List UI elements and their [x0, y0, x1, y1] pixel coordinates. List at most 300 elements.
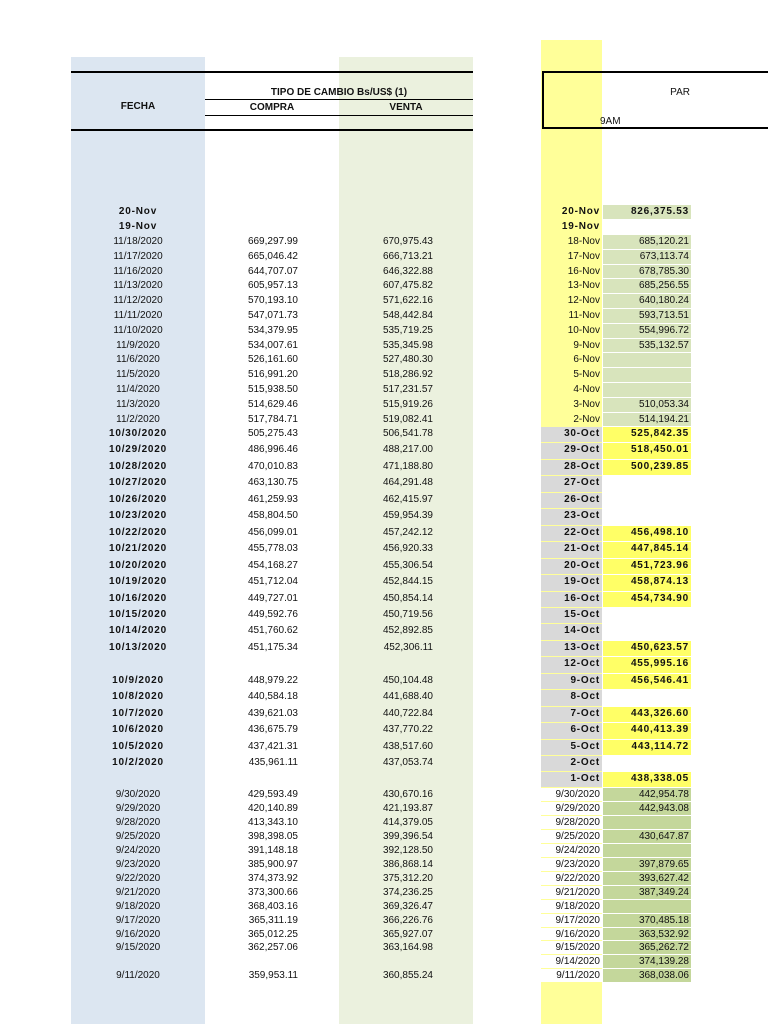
- par-value-cell: 500,239.85: [603, 460, 691, 475]
- fecha-cell: 11/13/2020: [113, 280, 163, 291]
- venta-header: VENTA: [389, 102, 423, 113]
- par-date-cell: 3-Nov: [573, 399, 600, 410]
- venta-cell: 666,713.21: [382, 251, 433, 262]
- par-date-cell: 9/18/2020: [541, 900, 602, 913]
- par-date-cell: 9-Nov: [573, 340, 600, 351]
- venta-cell: 375,312.20: [382, 873, 433, 884]
- compra-cell: 437,421.31: [247, 741, 298, 752]
- venta-cell: 437,770.22: [382, 724, 433, 735]
- par-date-cell: 9/29/2020: [541, 802, 602, 815]
- compra-cell: 420,140.89: [247, 803, 298, 814]
- table-row: [0, 914, 768, 929]
- par-date-cell: 9/24/2020: [541, 844, 602, 857]
- par-date-cell: 7-Oct: [541, 707, 602, 722]
- par-value-cell: 554,996.72: [603, 324, 691, 338]
- par-date-cell: 23-Oct: [541, 509, 602, 525]
- table-row: [0, 900, 768, 915]
- table-row: [0, 674, 768, 689]
- fecha-cell: 10/26/2020: [108, 494, 168, 505]
- compra-cell: 449,592.76: [247, 609, 298, 620]
- fecha-cell: 10/30/2020: [108, 428, 168, 439]
- par-date-cell: 11-Nov: [568, 310, 600, 321]
- fecha-cell: [71, 657, 205, 671]
- fecha-cell: 10/23/2020: [108, 510, 168, 521]
- par-date-cell: 16-Oct: [541, 592, 602, 607]
- venta-cell: 517,231.57: [382, 384, 433, 395]
- par-value-cell: 454,734.90: [603, 592, 691, 607]
- venta-cell: 421,193.87: [382, 803, 433, 814]
- table-row: [0, 816, 768, 831]
- fecha-cell: 10/21/2020: [108, 543, 168, 554]
- fecha-cell: 11/2/2020: [116, 414, 160, 425]
- table-row: [0, 339, 768, 354]
- fecha-cell: 10/28/2020: [108, 461, 168, 472]
- par-date-cell: 9/22/2020: [541, 872, 602, 885]
- venta-cell: 430,670.16: [382, 789, 433, 800]
- fecha-cell: 11/12/2020: [113, 295, 163, 306]
- compra-cell: 534,007.61: [247, 340, 298, 351]
- par-value-cell: 685,120.21: [603, 235, 691, 249]
- fecha-cell: 20-Nov: [118, 206, 158, 217]
- fecha-cell: 9/11/2020: [116, 970, 160, 981]
- compra-cell: [205, 772, 298, 786]
- compra-cell: [205, 955, 298, 969]
- fecha-cell: 10/7/2020: [112, 708, 164, 719]
- fecha-cell: 11/17/2020: [113, 251, 163, 262]
- table-row: [0, 858, 768, 873]
- compra-cell: 514,629.46: [247, 399, 298, 410]
- fecha-cell: 9/25/2020: [115, 831, 161, 842]
- fecha-cell: 9/18/2020: [115, 901, 161, 912]
- par-value-cell: [603, 493, 691, 508]
- par-value-cell: 442,943.08: [603, 802, 691, 815]
- table-row: [0, 872, 768, 887]
- table-row: [0, 353, 768, 368]
- compra-cell: 359,953.11: [248, 970, 298, 981]
- fecha-cell: 11/11/2020: [113, 310, 163, 321]
- table-row: [0, 493, 768, 508]
- compra-cell: 429,593.49: [247, 789, 298, 800]
- par-value-cell: 458,874.13: [603, 575, 691, 591]
- venta-cell: 457,242.12: [382, 527, 433, 538]
- table-row: [0, 624, 768, 639]
- table-row: [0, 398, 768, 413]
- table-row: [0, 265, 768, 280]
- par-value-cell: 370,485.18: [603, 914, 691, 927]
- venta-cell: 450,854.14: [382, 593, 433, 604]
- par-value-cell: 640,180.24: [603, 294, 691, 308]
- compra-cell: 439,621.03: [247, 708, 298, 719]
- compra-cell: 454,168.27: [247, 560, 298, 571]
- par-value-cell: 535,132.57: [603, 339, 691, 352]
- compra-cell: 449,727.01: [247, 593, 298, 604]
- table-row: [0, 844, 768, 859]
- par-value-cell: 510,053.34: [603, 398, 691, 412]
- table-row: [0, 368, 768, 383]
- venta-cell: 506,541.78: [382, 428, 433, 439]
- table-row: [0, 509, 768, 524]
- par-value-cell: [603, 900, 691, 913]
- fecha-cell: 11/5/2020: [116, 369, 160, 380]
- table-row: [0, 886, 768, 901]
- fecha-cell: 9/23/2020: [115, 859, 161, 870]
- par-value-cell: [603, 690, 691, 706]
- par-value-cell: 450,623.57: [603, 641, 691, 656]
- venta-cell: 450,104.48: [382, 675, 433, 686]
- compra-cell: 665,046.42: [247, 251, 298, 262]
- fecha-cell: 9/29/2020: [115, 803, 161, 814]
- compra-cell: 374,373.92: [247, 873, 298, 884]
- par-date-cell: 15-Oct: [541, 608, 602, 623]
- par-value-cell: 443,326.60: [603, 707, 691, 722]
- compra-cell: 456,099.01: [247, 527, 298, 538]
- table-row: [0, 575, 768, 590]
- par-date-cell: 9/21/2020: [541, 886, 602, 899]
- venta-cell: 515,919.26: [382, 399, 433, 410]
- venta-cell: 519,082.41: [382, 414, 433, 425]
- venta-cell: 369,326.47: [382, 901, 433, 912]
- compra-cell: 470,010.83: [247, 461, 298, 472]
- venta-cell: 535,719.25: [382, 325, 433, 336]
- fecha-cell: 10/9/2020: [112, 675, 164, 686]
- par-value-cell: [603, 476, 691, 492]
- table-row: [0, 608, 768, 623]
- venta-cell: 456,920.33: [382, 543, 433, 554]
- fecha-cell: 9/24/2020: [115, 845, 161, 856]
- par-value-cell: 442,954.78: [603, 788, 691, 801]
- par-value-cell: [603, 353, 691, 367]
- par-value-cell: 368,038.06: [603, 969, 691, 982]
- table-row: [0, 205, 768, 220]
- fecha-cell: 9/16/2020: [115, 929, 161, 940]
- venta-cell: 452,844.15: [382, 576, 433, 587]
- fecha-cell: 10/16/2020: [108, 593, 168, 604]
- fecha-cell: 11/6/2020: [116, 354, 160, 365]
- par-value-cell: 443,114.72: [603, 740, 691, 755]
- venta-cell: 365,927.07: [382, 929, 433, 940]
- par-date-cell: 9/28/2020: [541, 816, 602, 829]
- compra-cell: 368,403.16: [247, 901, 298, 912]
- venta-cell: 392,128.50: [382, 845, 433, 856]
- par-date-cell: 5-Nov: [573, 369, 600, 380]
- venta-cell: 455,306.54: [382, 560, 433, 571]
- table-row: [0, 443, 768, 458]
- table-row: [0, 413, 768, 428]
- table-row: [0, 641, 768, 656]
- table-row: [0, 250, 768, 265]
- table-row: [0, 756, 768, 771]
- par-date-cell: 9/14/2020: [541, 955, 602, 968]
- tipo-cambio-header: TIPO DE CAMBIO Bs/US$ (1): [270, 87, 408, 98]
- par-date-cell: 2-Oct: [541, 756, 602, 771]
- table-row: [0, 526, 768, 541]
- par-date-cell: 12-Oct: [541, 657, 602, 673]
- table-row: [0, 460, 768, 475]
- fecha-header: FECHA: [120, 101, 156, 112]
- fecha-cell: 10/5/2020: [112, 741, 164, 752]
- compra-cell: 547,071.73: [247, 310, 298, 321]
- fecha-cell: 11/3/2020: [116, 399, 160, 410]
- venta-cell: 464,291.48: [382, 477, 433, 488]
- compra-cell: 436,675.79: [247, 724, 298, 735]
- par-value-cell: 438,338.05: [603, 772, 691, 787]
- table-row: [0, 324, 768, 339]
- par-date-cell: 9-Oct: [541, 674, 602, 689]
- fecha-cell: 10/8/2020: [112, 691, 164, 702]
- fecha-cell: 11/9/2020: [116, 340, 160, 351]
- compra-cell: 435,961.11: [248, 757, 298, 768]
- compra-cell: 486,996.46: [247, 444, 298, 455]
- fecha-cell: 10/20/2020: [108, 560, 168, 571]
- par-value-cell: 455,995.16: [603, 657, 691, 673]
- fecha-cell: 19-Nov: [118, 221, 158, 232]
- table-row: [0, 690, 768, 705]
- venta-cell: 414,379.05: [382, 817, 433, 828]
- par-date-cell: 9/25/2020: [541, 830, 602, 843]
- table-row: [0, 427, 768, 442]
- compra-cell: [205, 205, 298, 219]
- par-value-cell: [603, 383, 691, 397]
- table-row: [0, 657, 768, 672]
- table-row: [0, 592, 768, 607]
- compra-cell: 385,900.97: [247, 859, 298, 870]
- compra-cell: 398,398.05: [247, 831, 298, 842]
- venta-cell: 440,722.84: [382, 708, 433, 719]
- fecha-cell: 10/2/2020: [112, 757, 164, 768]
- par-value-cell: 593,713.51: [603, 309, 691, 323]
- compra-cell: 451,175.34: [247, 642, 298, 653]
- par-date-cell: 20-Nov: [561, 206, 600, 217]
- fecha-cell: 10/22/2020: [108, 527, 168, 538]
- table-row: [0, 969, 768, 984]
- fecha-cell: 10/19/2020: [108, 576, 168, 587]
- table-row: [0, 476, 768, 491]
- par-date-cell: 10-Nov: [567, 325, 600, 336]
- compra-cell: 605,957.13: [247, 280, 298, 291]
- table-row: [0, 294, 768, 309]
- par-date-cell: 6-Oct: [541, 723, 602, 739]
- par-value-cell: 430,647.87: [603, 830, 691, 843]
- par-value-cell: 685,256.55: [603, 279, 691, 293]
- fecha-cell: 9/17/2020: [115, 915, 161, 926]
- venta-cell: 535,345.98: [382, 340, 433, 351]
- compra-cell: 365,012.25: [247, 929, 298, 940]
- venta-cell: 488,217.00: [382, 444, 433, 455]
- venta-cell: 548,442.84: [382, 310, 433, 321]
- compra-cell: 455,778.03: [247, 543, 298, 554]
- par-date-cell: 19-Oct: [541, 575, 602, 591]
- venta-cell: 437,053.74: [382, 757, 433, 768]
- par-value-cell: 456,546.41: [603, 674, 691, 689]
- compra-cell: [205, 220, 298, 234]
- fecha-cell: 9/22/2020: [115, 873, 161, 884]
- table-row: [0, 309, 768, 324]
- table-row: [0, 788, 768, 803]
- venta-cell: 462,415.97: [382, 494, 433, 505]
- table-row: [0, 279, 768, 294]
- fecha-cell: 11/16/2020: [113, 266, 163, 277]
- par-date-cell: 6-Nov: [573, 354, 600, 365]
- venta-cell: 399,396.54: [382, 831, 433, 842]
- venta-cell: 527,480.30: [382, 354, 433, 365]
- compra-cell: 461,259.93: [247, 494, 298, 505]
- par-value-cell: [603, 624, 691, 640]
- table-row: [0, 802, 768, 817]
- par-date-cell: 5-Oct: [541, 740, 602, 755]
- table-row: [0, 707, 768, 722]
- par-date-cell: 14-Oct: [541, 624, 602, 640]
- venta-cell: 452,892.85: [382, 625, 433, 636]
- compra-cell: 517,784.71: [247, 414, 298, 425]
- venta-cell: 459,954.39: [382, 510, 433, 521]
- par-date-cell: 9/23/2020: [541, 858, 602, 871]
- venta-cell: 374,236.25: [382, 887, 433, 898]
- venta-cell: 363,164.98: [382, 942, 433, 953]
- par-date-cell: 29-Oct: [541, 443, 602, 459]
- compra-cell: 534,379.95: [247, 325, 298, 336]
- par-value-cell: 826,375.53: [603, 205, 691, 219]
- venta-cell: [339, 657, 433, 671]
- table-row: [0, 772, 768, 787]
- compra-cell: 362,257.06: [247, 942, 298, 953]
- venta-cell: [339, 220, 433, 234]
- fecha-cell: 10/13/2020: [108, 642, 168, 653]
- nine-am-label: 9AM: [600, 116, 621, 127]
- par-value-cell: 393,627.42: [603, 872, 691, 885]
- compra-cell: 391,148.18: [247, 845, 298, 856]
- compra-cell: 516,991.20: [247, 369, 298, 380]
- compra-cell: 505,275.43: [247, 428, 298, 439]
- compra-cell: 440,584.18: [247, 691, 298, 702]
- venta-cell: 571,622.16: [382, 295, 433, 306]
- par-value-cell: [603, 816, 691, 829]
- fecha-cell: 9/15/2020: [115, 942, 161, 953]
- venta-cell: 438,517.60: [382, 741, 433, 752]
- par-date-cell: 9/16/2020: [541, 928, 602, 940]
- venta-cell: 360,855.24: [382, 970, 433, 981]
- fecha-cell: [71, 772, 205, 786]
- compra-cell: 570,193.10: [247, 295, 298, 306]
- par-date-cell: 8-Oct: [541, 690, 602, 706]
- compra-cell: 373,300.66: [247, 887, 298, 898]
- compra-cell: 413,343.10: [247, 817, 298, 828]
- par-date-cell: 13-Nov: [567, 280, 600, 291]
- par-date-cell: 27-Oct: [541, 476, 602, 492]
- par-date-cell: 18-Nov: [567, 236, 600, 247]
- par-value-cell: 374,139.28: [603, 955, 691, 968]
- par-value-cell: 387,349.24: [603, 886, 691, 899]
- par-date-cell: 9/17/2020: [541, 914, 602, 927]
- par-value-cell: 518,450.01: [603, 443, 691, 459]
- fecha-cell: 10/29/2020: [108, 444, 168, 455]
- par-date-cell: 1-Oct: [541, 772, 602, 787]
- table-row: [0, 383, 768, 398]
- compra-cell: 448,979.22: [247, 675, 298, 686]
- table-row: [0, 955, 768, 970]
- table-row: [0, 542, 768, 557]
- par-value-cell: 365,262.72: [603, 941, 691, 954]
- par-date-cell: 17-Nov: [567, 251, 600, 262]
- par-date-cell: 4-Nov: [573, 384, 600, 395]
- par-value-cell: [603, 368, 691, 382]
- compra-cell: 669,297.99: [247, 236, 298, 247]
- fecha-cell: 11/10/2020: [113, 325, 163, 336]
- fecha-cell: 9/21/2020: [115, 887, 161, 898]
- compra-cell: 458,804.50: [247, 510, 298, 521]
- par-date-cell: 9/15/2020: [541, 941, 602, 954]
- par-value-cell: 447,845.14: [603, 542, 691, 558]
- compra-cell: 463,130.75: [247, 477, 298, 488]
- table-row: [0, 723, 768, 738]
- compra-cell: 515,938.50: [247, 384, 298, 395]
- par-value-cell: [603, 844, 691, 857]
- par-value-cell: 678,785.30: [603, 265, 691, 278]
- fecha-cell: 11/4/2020: [116, 384, 160, 395]
- par-date-cell: 13-Oct: [541, 641, 602, 656]
- par-value-cell: [603, 509, 691, 525]
- venta-cell: 607,475.82: [382, 280, 433, 291]
- table-row: [0, 740, 768, 755]
- table-row: [0, 830, 768, 845]
- venta-cell: [339, 772, 433, 786]
- compra-cell: 451,760.62: [247, 625, 298, 636]
- par-header: PAR: [670, 87, 690, 98]
- par-date-cell: 19-Nov: [561, 221, 600, 232]
- venta-cell: 518,286.92: [382, 369, 433, 380]
- par-value-cell: [603, 756, 691, 771]
- par-date-cell: 21-Oct: [541, 542, 602, 558]
- fecha-cell: 10/6/2020: [112, 724, 164, 735]
- fecha-cell: 10/15/2020: [108, 609, 168, 620]
- par-date-cell: 28-Oct: [541, 460, 602, 475]
- fecha-cell: 11/18/2020: [113, 236, 163, 247]
- venta-cell: 471,188.80: [382, 461, 433, 472]
- par-date-cell: 2-Nov: [573, 414, 600, 425]
- fecha-cell: 9/30/2020: [115, 789, 161, 800]
- par-date-cell: 26-Oct: [541, 493, 602, 508]
- par-date-cell: 30-Oct: [541, 427, 602, 442]
- par-value-cell: 451,723.96: [603, 559, 691, 574]
- venta-cell: 450,719.56: [382, 609, 433, 620]
- fecha-cell: 10/27/2020: [108, 477, 168, 488]
- compra-cell: 644,707.07: [247, 266, 298, 277]
- par-value-cell: 456,498.10: [603, 526, 691, 541]
- venta-cell: 386,868.14: [382, 859, 433, 870]
- table-row: [0, 235, 768, 250]
- par-value-cell: 514,194.21: [603, 413, 691, 426]
- venta-cell: 670,975.43: [382, 236, 433, 247]
- fecha-cell: 9/28/2020: [115, 817, 161, 828]
- par-value-cell: 440,413.39: [603, 723, 691, 739]
- par-value-cell: [603, 220, 691, 234]
- par-value-cell: 525,842.35: [603, 427, 691, 442]
- venta-cell: 646,322.88: [382, 266, 433, 277]
- venta-cell: [339, 205, 433, 219]
- fecha-cell: 10/14/2020: [108, 625, 168, 636]
- compra-cell: 526,161.60: [247, 354, 298, 365]
- table-row: [0, 941, 768, 956]
- par-date-cell: 16-Nov: [567, 266, 600, 277]
- par-date-cell: 20-Oct: [541, 559, 602, 574]
- compra-cell: [205, 657, 298, 671]
- par-date-cell: 12-Nov: [567, 295, 600, 306]
- par-value-cell: 397,879.65: [603, 858, 691, 871]
- compra-header: COMPRA: [249, 102, 295, 113]
- par-value-cell: 673,113.74: [603, 250, 691, 264]
- fecha-cell: [71, 955, 205, 969]
- venta-cell: 441,688.40: [382, 691, 433, 702]
- compra-cell: 451,712.04: [247, 576, 298, 587]
